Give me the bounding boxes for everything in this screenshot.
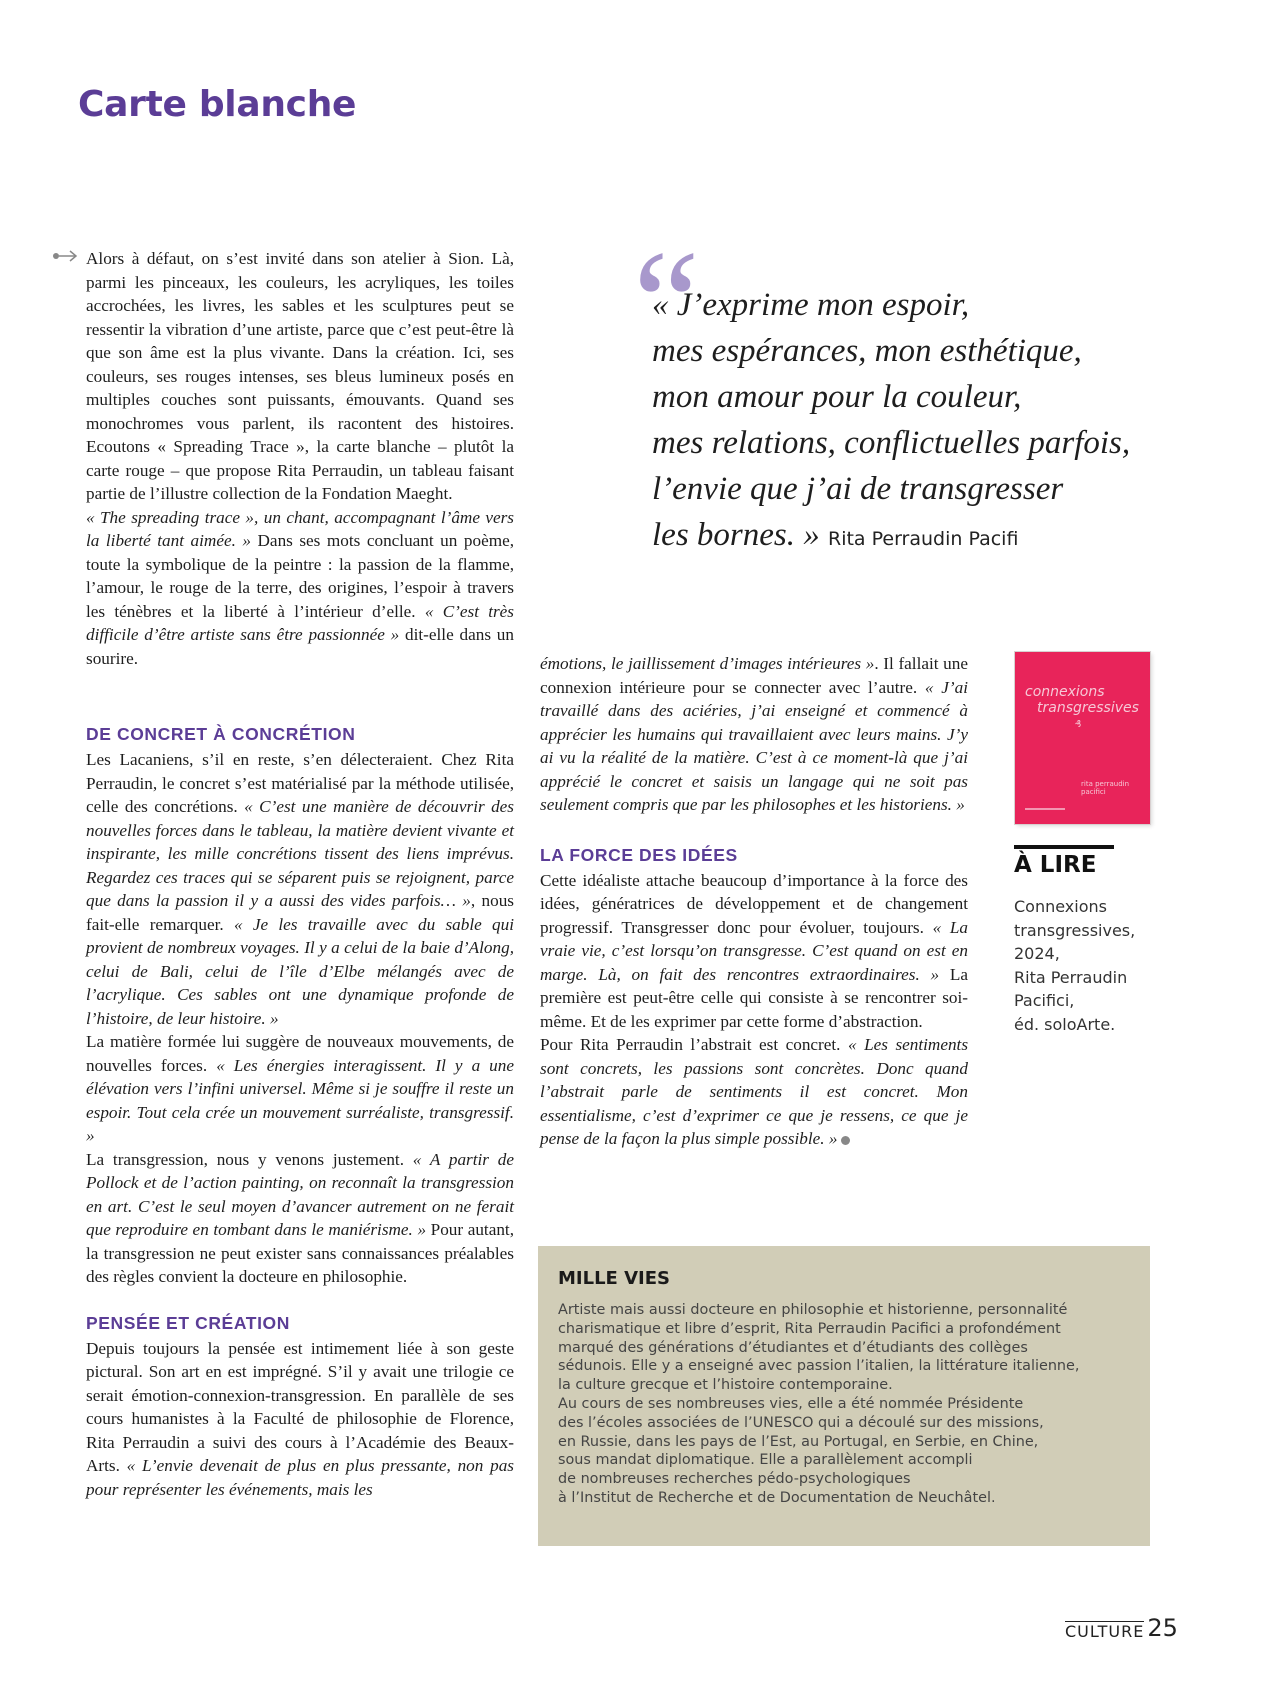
arrow-right-icon [52,248,82,264]
section2-paragraph-1: Depuis toujours la pensée est intimement liée à son geste pictural. Son art en est imprégné. S’il y avait une trilogie ce serait émotion-connexion-transgression. En parallèle de ses cours humanistes à la Faculté de philosophie de Florence, Rita Perraudin a suivi des cours à l’Académie des Beaux-Arts. « L’envie devenait de plus en plus pressante, non pas pour représenter les événements, mais les [86,1338,514,1499]
left-lower-column [86,722,514,1501]
divider [1014,845,1114,849]
intro-paragraph-2: « The spreading trace », un chant, accompagnant l’âme vers la liberté tant aimée. » Dans ses mots concluant un poème, toute la symbolique de la peintre : la passion de la flamme, l’amour, le rouge de la terre, des origines, l’espoir à travers les ténèbres et la liberté à l’intérieur d’elle. « C’est très difficile d’être artiste sans être passionnée » dit-elle dans un sourire. [86,507,514,668]
pull-quote-line: mon amour pour la couleur, [652,379,1022,415]
page-number: 25 [1147,1614,1178,1642]
middle-column [540,652,968,1151]
page-title: Carte blanche [78,84,357,125]
book-cover-title: transgressives [1037,700,1139,716]
intro-paragraph: Alors à défaut, on s’est invité dans son atelier à Sion. Là, parmi les pinceaux, les couleurs, les acryliques, les toiles accrochées, les livres, les sables et les sculptures peut se ressentir la vibration d’une artiste, parce que c’est peut-être là que son âme est la plus vivante. Dans la création. Ici, ses couleurs, ses rouges intenses, ses bleus lumineux posés en multiples couches sont puissants, émouvants. Quand ses monochromes vous parlent, ils racontent des histoires. Ecoutons « Spreading Trace », la carte blanche – plutôt la carte rouge – que propose Rita Perraudin, un tableau faisant partie de l’illustre collection de la Fondation Maeght. [86,249,514,503]
middle-paragraph-1: émotions, le jaillissement d’images intérieures ». Il fallait une connexion intérieure pour se connecter avec l’autre. « J’ai travaillé dans des aciéries, j’ai enseigné et commencé à apprécier les humains qui travaillaient avec leurs mains. J’y ai vu la réalité de la matière. C’est à ce moment-là que j’ai apprécié le concret et saisis un langage qui ne soit pas seulement compris que par les philosophes et les historiens. » [540,654,968,814]
section-heading-force: LA FORCE DES IDÉES [540,844,738,865]
sidebar-box-title: MILLE VIES [558,1268,670,1289]
pull-quote-line: l’envie que j’ai de transgresser [652,471,1064,507]
book-info: Connexions transgressives, 2024, Rita Perraudin Pacifici, éd. soloArte. [1014,897,1136,1034]
section-heading-pensee: PENSÉE ET CRÉATION [86,1312,290,1333]
quote-mark-icon: “ [633,220,700,386]
book-cover-mark: ₰ [1075,719,1082,730]
book-cover-image [1015,652,1150,824]
book-cover-author: rita perraudin pacifici [1081,780,1130,796]
pull-quote-line: mes espérances, mon esthétique, [652,333,1082,369]
pull-quote [652,282,1192,562]
section3-paragraph-1: Cette idéaliste attache beaucoup d’importance à la force des idées, génératrices de développement et de changement progressif. Transgresser donc pour évoluer, toujours. « La vraie vie, c’est lorsqu’on transgresse. C’est quand on est en marge. Là, on fait des rencontres extraordinaires. » La première est peut-être celle qui consiste à se rencontrer soi-même. Et de les exprimer par cette forme d’abstraction. [540,870,969,1031]
intro-column [86,247,514,670]
sidebar-box [538,1246,1150,1546]
section1-paragraph-3: La transgression, nous y venons justement. « A partir de Pollock et de l’action painting, on reconnaît la transgression en art. C’est le seul moyen d’avancer autrement on ne ferait que reproduire en tombant dans le maniérisme. » Pour autant, la transgression ne peut exister sans connaissances préalables des règles convient la docteure en philosophie. [86,1149,514,1286]
pull-quote-author: Rita Perraudin Pacifi [828,528,1019,550]
section3-paragraph-2: Pour Rita Perraudin l’abstrait est concret. « Les sentiments sont concrets, les passions sont concrètes. Donc quand l’abstrait parle de sentiments il est concret. Mon essentialisme, c’est d’exprimer ce que je ressens, ce que je pense de la façon la plus simple possible. » [540,1035,969,1148]
pull-quote-line: les bornes. » [652,517,820,553]
book-cover-rule [1025,808,1065,810]
book-cover-title: connexions [1025,684,1105,700]
page-footer [1065,1616,1178,1640]
pull-quote-line: « J’exprime mon espoir, [652,287,970,323]
sidebar-box-text: Artiste mais aussi docteure en philosophie et historienne, personnalité charismatique et libre d’esprit, Rita Perraudin Pacifici a profondément marqué des générations d’étudiantes et d’étudiants des collèges sédunois. Elle y a enseigné avec passion l’italien, la littérature italienne, la culture grecque et l’histoire contemporaine. Au cours de ses nombreuses vies, elle a été nommée Présidente des l’écoles associées de l’UNESCO qui a découlé sur des missions, en Russie, dans les pays de l’Est, au Portugal, en Serbie, en Chine, sous mandat diplomatique. Elle a parallèlement accompli de nombreuses recherches pédo-psychologiques à l’Institut de Recherche et de Documentation de Neuchâtel. [558,1302,1080,1506]
section1-paragraph-1: Les Lacaniens, s’il en reste, s’en délecteraient. Chez Rita Perraudin, le concret s’est matérialisé par la méthode utilisée, celle des concrétions. « C’est une manière de découvrir des nouvelles forces dans le tableau, la matière devient vivante et inspirante, les mille concrétions tissent des liens imprévus. Regardez ces traces qui se séparent puis se rejoignent, parce que dans la passion il y a aussi des vides parfois… », nous fait-elle remarquer. « Je les travaille avec du sable qui provient de nombreux voyages. Il y a celui de la baie d’Along, celui de Bali, celui de l’île d’Elbe mélangés avec de l’acrylique. Ces sables ont une dynamique profonde de l’histoire, de leur histoire. » [86,750,514,1028]
end-mark-icon [841,1136,850,1145]
footer-section-label: CULTURE [1065,1622,1145,1641]
pull-quote-line: mes relations, conflictuelles parfois, [652,425,1131,461]
book-heading: À LIRE [1014,852,1097,878]
section1-paragraph-2: La matière formée lui suggère de nouveaux mouvements, de nouvelles forces. « Les énergies interagissent. Il y a une élévation vers l’infini universel. Même si je souffre il reste un espoir. Tout cela crée un mouvement surréaliste, transgressif. » [86,1032,514,1145]
section-heading-concret: DE CONCRET À CONCRÉTION [86,724,356,744]
